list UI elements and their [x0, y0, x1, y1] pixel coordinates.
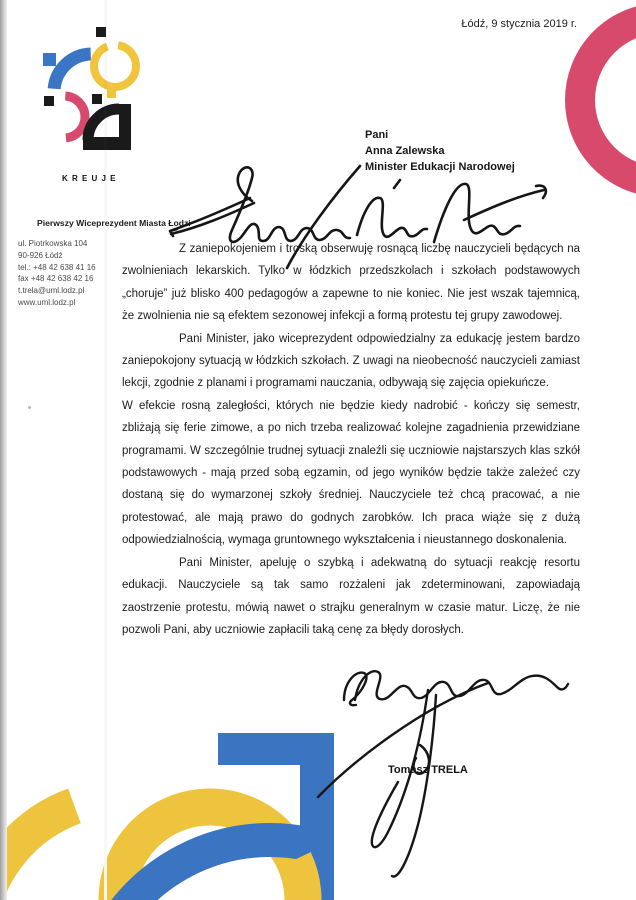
address-fax: fax +48 42 638 42 16 [18, 274, 94, 284]
signer-printed-name: Tomasz TRELA [388, 764, 468, 776]
signature-descender-loop [372, 690, 428, 847]
address-email: t.trela@uml.lodz.pl [18, 286, 85, 296]
handwritten-signature [318, 671, 568, 876]
signature-scrawl-top [355, 671, 568, 700]
signature-descender-tail [392, 695, 436, 877]
recipient-name: Anna Zalewska [365, 144, 445, 157]
greeting-arrow-tail [170, 198, 254, 236]
sender-title: Pierwszy Wiceprezydent Miasta Łodzi [37, 218, 191, 228]
greeting-p-slash [287, 166, 360, 268]
logo-wordmark: KREUJE [62, 174, 120, 183]
address-street: ul. Piotrkowska 104 [18, 239, 88, 248]
recipient-salutation: Pani [365, 129, 389, 141]
handwritten-greeting [170, 166, 546, 268]
paragraph-2: Pani Minister, jako wiceprezydent odpowiedzialny za edukację jestem bardzo zaniepokojony sytuacją w łódzkich szkołach. Z uwagi na nieobecność nauczycieli zamiast lekcji, zgodnie z planami i programami nauczania, odbywają się zajęcia opiekuńcze. [122, 332, 580, 390]
paragraph-3: W efekcie rosną zaległości, których nie będzie kiedy nadrobić - kończy się semestr, zbliżają się ferie zimowe, a po nich trzeba realizować kolejne zagadnienia przewidziane programami. W szczególnie trudnej sytuacji znaleźli się uczniowie najstarszych klas szkół podstawowych - mają przed sobą egzamin, od jego wyników będzie także zależeć czy dostaną się do wymarzonej szkoły średniej. Nauczyciele też chcą pracować, a nie protestować, ale mają prawo do godnych zarobków. Ich praca wiąże się z dużą odpowiedzialnością, wymaga gruntownego wykształcenia i nieustannego doskonalenia. [122, 399, 580, 547]
address-website: www.uml.lodz.pl [18, 297, 76, 307]
address-phone: tel.: +48 42 638 41 16 [18, 262, 96, 272]
greeting-word-pani [357, 180, 427, 237]
paragraph-1: Z zaniepokojeniem i troską obserwuję rosnącą liczbę nauczycieli będących na zwolnieniach lekarskich. Tylko w łódzkich przedszkolach i szkołach podstawowych „choruje” już blisko 400 pedagogów a zapewne to nie koniec. Nie jest wszak tajemnicą, że zwolnienia nie są efektem sezonowej infekcji a formą protestu tej grupy zawodowej. [122, 243, 580, 323]
address-city: 90-926 Łódź [18, 250, 63, 260]
date-line: Łódź, 9 stycznia 2019 r. [461, 18, 577, 30]
paragraph-4: Pani Minister, apeluję o szybką i adekwatną do sytuacji reakcję resortu edukacji. Nauczyciele są tak samo rozżaleni jak zdeterminowani, zapowiadają zaostrzenie protestu, mówią nawet o strajku generalnym w czasie matur. Liczę, że nie pozwoli Pani, aby uczniowie zapłacili taką cenę za błędy dorosłych. [122, 556, 580, 636]
greeting-t-cross [464, 186, 546, 220]
recipient-role: Minister Edukacji Narodowej [365, 160, 515, 173]
